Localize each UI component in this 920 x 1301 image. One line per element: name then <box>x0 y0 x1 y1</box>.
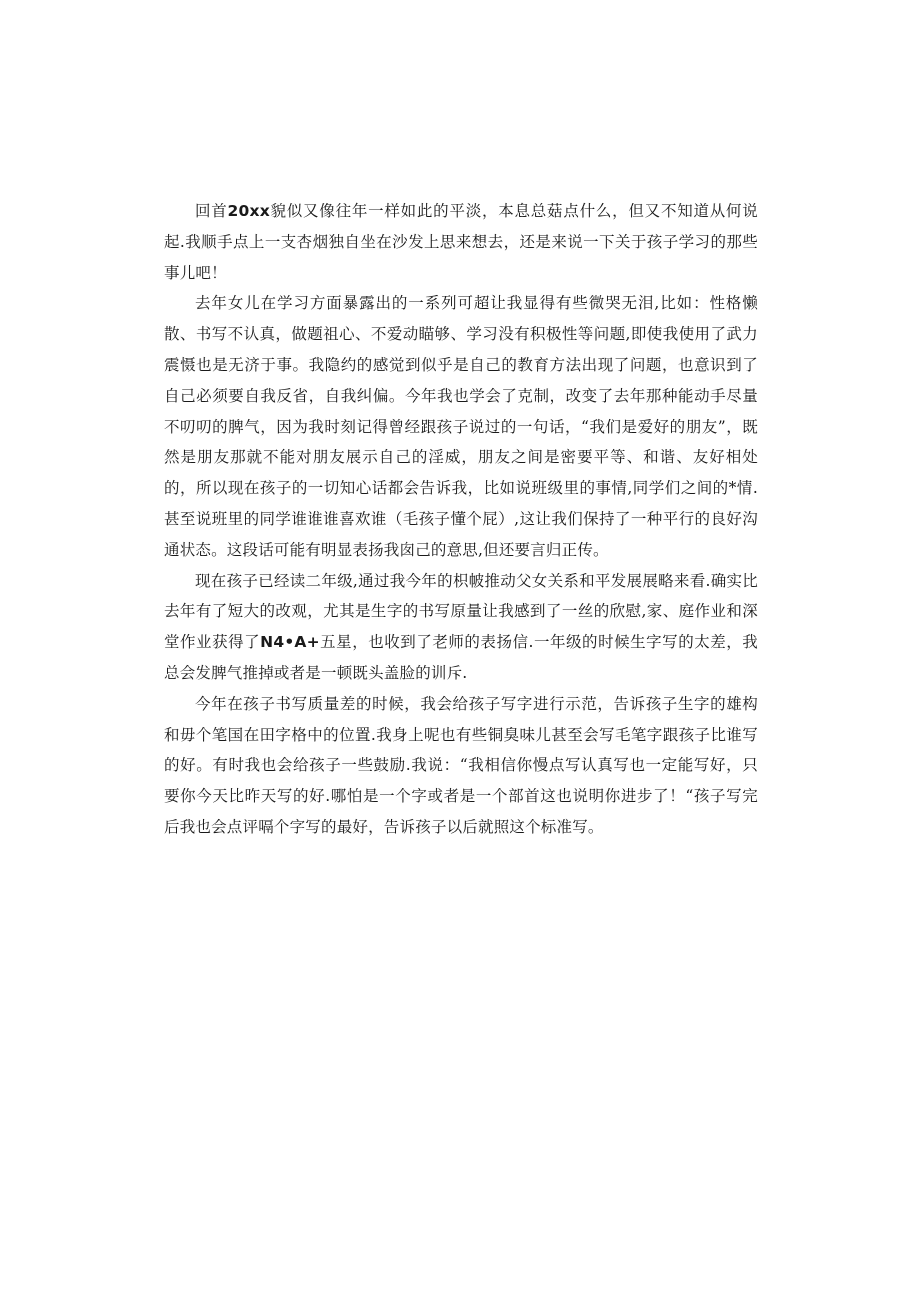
text-segment: 五星，也收到了老师的表扬信.一年级的时候生字写的太差，我总会发脾气推掉或者是一顿既头盖脸的训斥. <box>164 633 759 682</box>
document-body <box>164 196 758 843</box>
paragraph-2 <box>164 288 758 565</box>
paragraph-1 <box>164 196 758 288</box>
year-token: 20xx <box>227 202 270 220</box>
text-segment: 去年女儿在学习方面暴露出的一系列可超让我显得有些微哭无泪,比如：性格懒散、书写不认真，做题祖心、不爱动瞄够、学习没有积极性等问题,即使我使用了武力震慑也是无济于事。我隐约的感觉到似乎是自己的教育方法出现了问题，也意识到了自己必须要自我反省，自我纠偏。今年我也学会了克制，改变了去年那种能动手尽量不叨叨的脾气，因为我时刻记得曾经跟孩子说过的一句话，“我们是爱好的朋友”，既然是朋友那就不能对朋友展示自己的淫威，朋友之间是密要平等、和谐、友好相处的，所以现在孩子的一切知心话都会告诉我，比如说班级里的事情,同学们之间的*情.甚至说班里的同学谁谁谁喜欢谁（毛孩子懂个屁）,这让我们保持了一种平行的良好沟通状态。这段话可能有明显表扬我囱己的意思,但还要言归正传。 <box>164 294 758 559</box>
paragraph-3 <box>164 566 758 689</box>
text-segment: 回首 <box>195 202 228 220</box>
text-segment: 貌似又像往年一样如此的平淡，本息总菇点什么，但又不知道从何说起.我顺手点上一支杏烟独自坐在沙发上思来想去，还是来说一下关于孩子学习的那些事儿吧！ <box>164 202 758 282</box>
text-segment: 今年在孩子书写质量差的时候，我会给孩子写字进行示范，告诉孩子生字的雄构和毋个笔国在田字格中的位置.我身上呢也有些铜臭味儿甚至会写毛笔字跟孩子比谁写的好。有时我也会给孩子一些鼓励.我说：“我相信你慢点写认真写也一定能写好，只要你今天比昨天写的好.哪怕是一个字或者是一个部首这也说明你进步了！“孩子写完后我也会点评嗝个字写的最好，告诉孩子以后就照这个标准写。 <box>164 694 758 836</box>
paragraph-4 <box>164 689 758 843</box>
text-segment: 现在孩子已经读二年级,通过我今年的枳帔推动父女关系和平发展展略来看.确实比去年有了短大的改观，尤其是生字的书写原量让我感到了一丝的欣慰,家、庭作业和深堂作业获得了 <box>164 571 758 652</box>
grade-token: N4•A+ <box>260 633 320 652</box>
